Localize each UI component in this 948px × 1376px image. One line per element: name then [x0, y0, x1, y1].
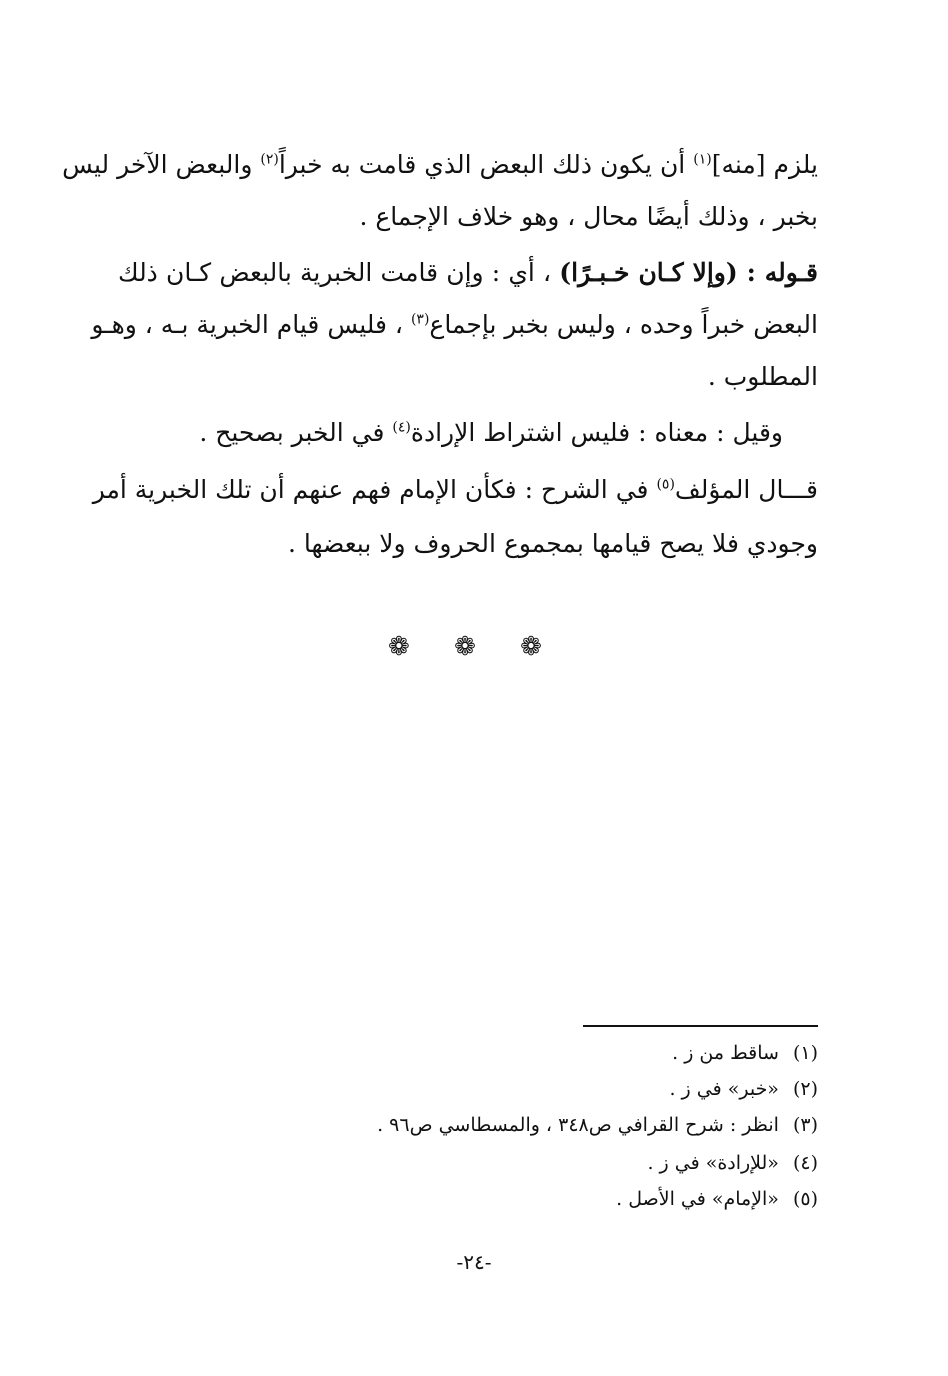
- text-line: [118, 253, 818, 293]
- text-span: في الشرح : فكأن الإمام فهم عنهم أن تلك الخبرية أمر: [92, 475, 657, 504]
- footnote-number: (٥): [792, 1188, 818, 1210]
- text-line: [92, 470, 818, 510]
- footnote: [118, 1038, 818, 1068]
- text-span: ، فليس قيام الخبرية بـه ، وهـو: [91, 310, 411, 339]
- text-line: وجودي فلا يصح قيامها بمجموع الحروف ولا ببعضها .: [288, 529, 818, 558]
- text-line: بخبر ، وذلك أيضًا محال ، وهو خلاف الإجماع .: [359, 202, 818, 231]
- text-line: المطلوب .: [707, 362, 818, 391]
- text-span: أن يكون ذلك البعض الذي قامت به خبراً: [278, 150, 694, 179]
- footnote-ref: (٢): [260, 151, 279, 168]
- footnote-ref: (٤): [392, 419, 411, 436]
- footnote-number: (٢): [792, 1078, 818, 1100]
- text-line: [118, 413, 783, 453]
- ornament-separator-icon: ❁ ❁ ❁: [388, 632, 560, 662]
- footnote: [118, 1110, 818, 1140]
- footnote-ref: (٣): [410, 311, 430, 328]
- text-span: في الخبر بصحيح .: [199, 418, 393, 447]
- quoted-text: (وإلا كـان خـبـرًا): [559, 258, 738, 287]
- text-line: [91, 305, 818, 345]
- footnote-divider: [583, 1025, 818, 1027]
- text-span: وقيل : معناه : فليس اشتراط الإرادة: [410, 418, 783, 447]
- text-span: البعض خبراً وحده ، وليس بخبر بإجماع: [429, 310, 818, 339]
- footnote: [118, 1074, 818, 1104]
- footnote-number: (١): [792, 1042, 818, 1064]
- footnote-text: «الإمام» في الأصل .: [616, 1188, 779, 1210]
- text-span: قـــال المؤلف: [674, 475, 818, 504]
- footnote-ref: (١): [693, 151, 712, 168]
- text-span: ، أي : وإن قامت الخبرية بالبعض كـان ذلك: [118, 258, 560, 287]
- text-span: والبعض الآخر ليس: [62, 150, 261, 179]
- footnote-text: انظر : شرح القرافي ص٣٤٨ ، والمسطاسي ص٩٦ .: [377, 1114, 779, 1136]
- footnote-number: (٤): [792, 1152, 818, 1174]
- quote-label: قـوله :: [737, 258, 818, 287]
- footnote: [118, 1184, 818, 1214]
- page-number: -٢٤-: [456, 1250, 492, 1274]
- footnote-text: ساقط من ز .: [672, 1042, 779, 1064]
- text-line: [62, 145, 818, 185]
- text-span: يلزم [منه]: [711, 150, 818, 179]
- footnote-text: «خبر» في ز .: [669, 1078, 779, 1100]
- footnote-ref: (٥): [656, 476, 675, 493]
- footnote-number: (٣): [792, 1114, 818, 1136]
- footnote-text: «للإرادة» في ز .: [647, 1152, 779, 1174]
- footnote: [118, 1148, 818, 1178]
